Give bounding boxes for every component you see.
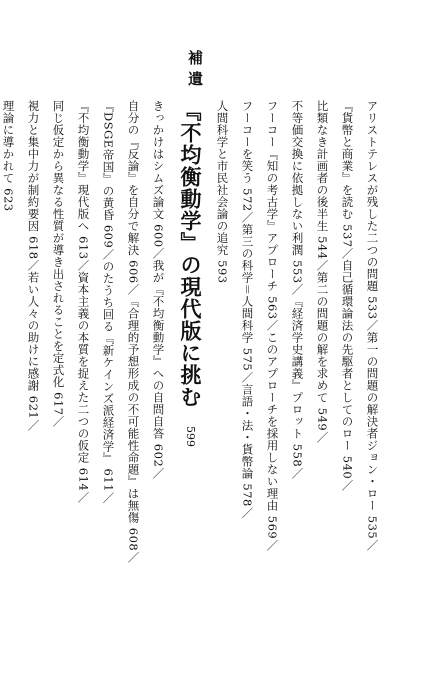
toc-entry-line: 視力と集中力が制約要因 618／若い人々の助けに感謝 621／: [26, 100, 41, 432]
toc-entry-line: 人間科学と市民社会論の追究 593: [215, 100, 230, 284]
toc-entry-line: 不等価交換に依拠しない利潤 553／『経済学史講義』プロット 558／: [290, 100, 305, 480]
toc-entry-line: 『DSGE帝国』の黄昏 609／のたうち回る『新ケインズ派経済学』 611／: [101, 100, 116, 504]
toc-entry-line: 自分の『反論』を自分で解決 606／『合理的予想形成の不可能性命題』は無傷 608／: [126, 100, 141, 564]
toc-entry-line: 同じ仮定から異なる性質が導き出されることを定式化 617／: [51, 100, 66, 428]
chapter-title: 『不均衡動学』の現代版に挑む: [178, 100, 203, 408]
toc-entry-line: 理論に導かれて 623: [1, 100, 16, 212]
chapter-heading: [180, 100, 201, 447]
toc-entry-line: 『不均衡動学』現代版へ 613／資本主義の本質を捉えた二つの仮定 614／: [76, 100, 91, 504]
toc-entry-line: フーコーを笑う 572／第三の科学＝人間科学 575／言語・法・貨幣論 578／: [240, 100, 255, 519]
toc-entry-line: アリストテレスが残した二つの問題 533／第一の問題の解決者ジョン・ロー 535／: [365, 100, 380, 552]
toc-entry-line: 比類なき計画者の後半生 544／第二の問題の解を求めて 549／: [315, 100, 330, 444]
section-heading: 補遺: [186, 50, 204, 92]
toc-entry-line: きっかけはシムズ論文 600／我が『不均衡動学』への自問自答 602／: [151, 100, 166, 480]
toc-entry-line: 『貨幣と商業』を読む 537／自己循環論法の先駆者としてのロー 540／: [340, 100, 355, 492]
chapter-page-number: 599: [184, 426, 197, 447]
toc-entry-line: フーコー『知の考古学』アプローチ 563／このアプローチを採用しない理由 569／: [265, 100, 280, 552]
